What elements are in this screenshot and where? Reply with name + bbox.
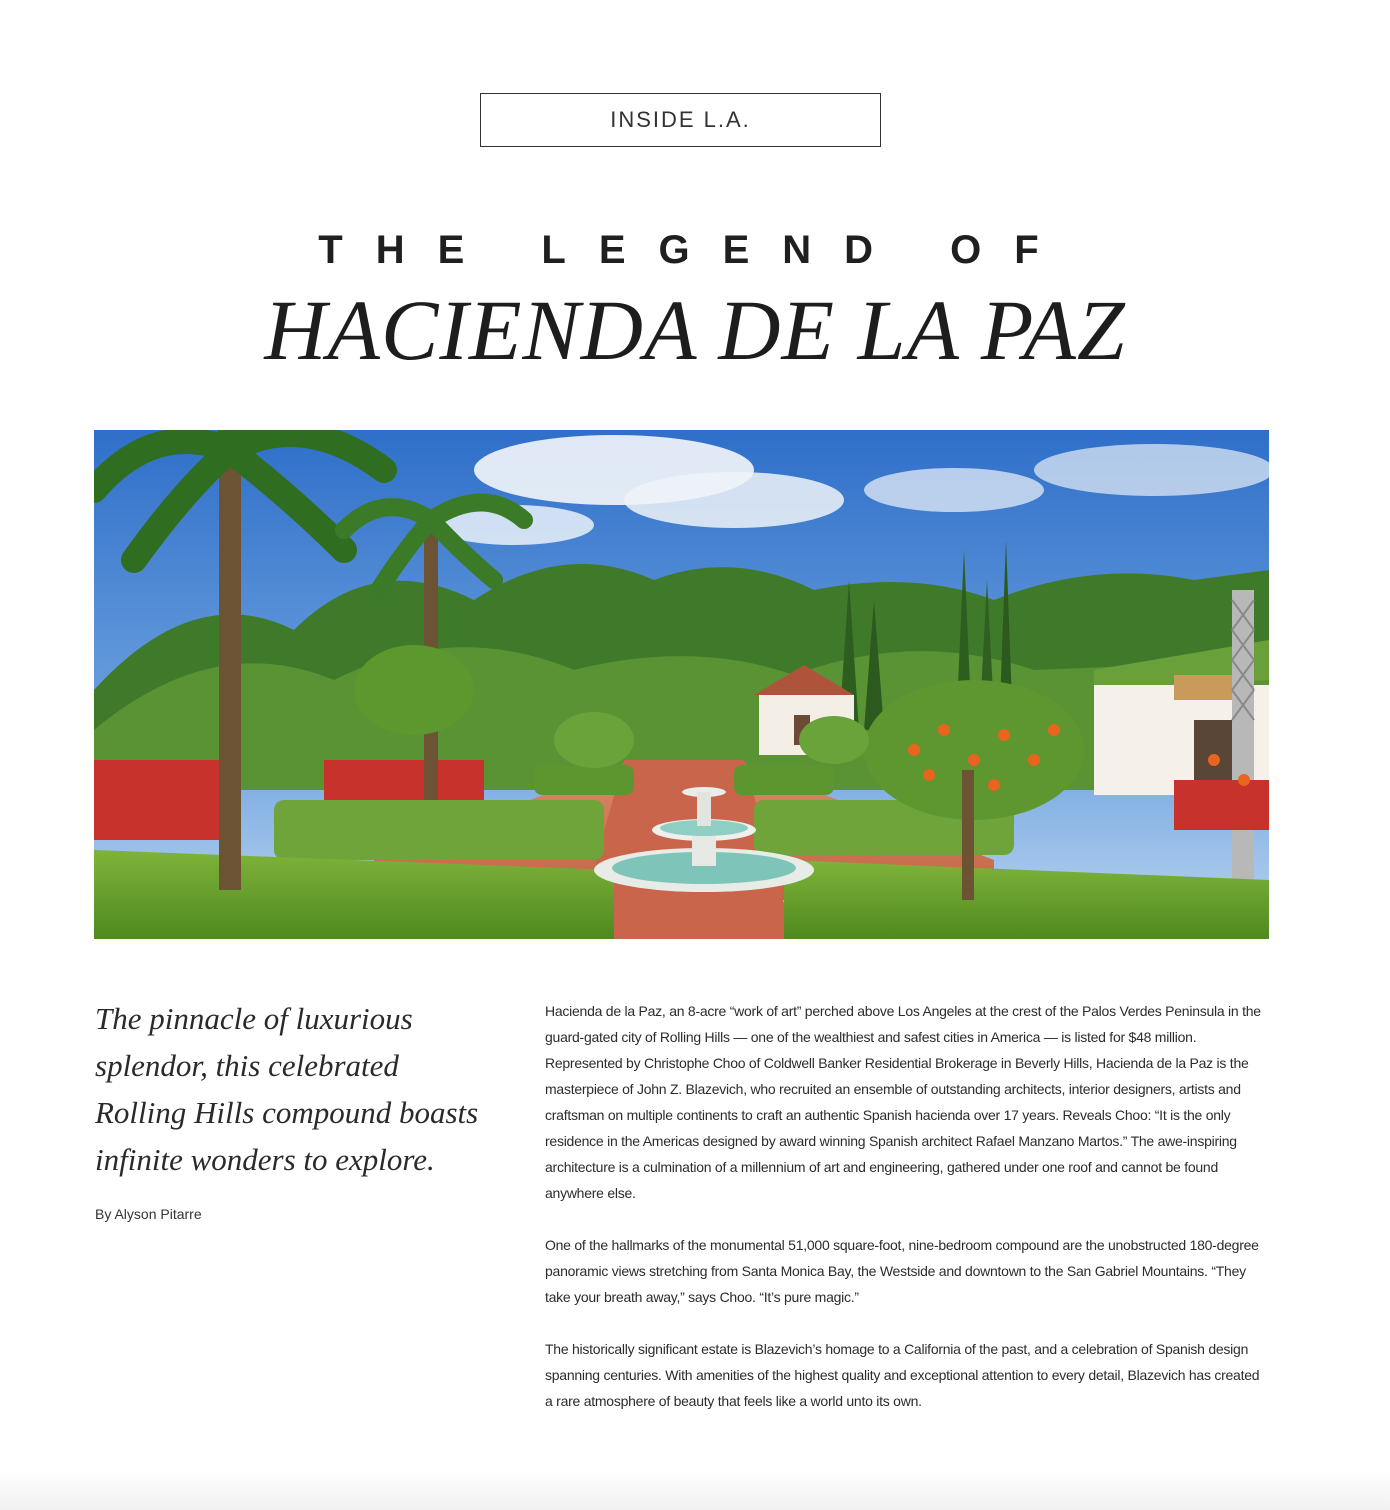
section-label: INSIDE L.A. [480,93,881,147]
byline: By Alyson Pitarre [95,1206,202,1222]
article-body [545,998,1269,1440]
article-paragraph: Hacienda de la Paz, an 8-acre “work of art” perched above Los Angeles at the crest of the Palos Verdes Peninsula in the guard-gated city of Rolling Hills — one of the wealthiest and safest cities in America — is listed for $48 million. Represented by Christophe Choo of Coldwell Banker Residential Brokerage in Beverly Hills, Hacienda de la Paz is the masterpiece of John Z. Blazevich, who recruited an ensemble of outstanding architects, interior designers, artists and craftsman on multiple continents to craft an authentic Spanish hacienda over 17 years. Reveals Choo: “It is the only residence in the Americas designed by award winning Spanish architect Rafael Manzano Martos.” The awe-inspiring architecture is a culmination of a millennium of art and engineering, gathered under one roof and cannot be found anywhere else. [545,1003,1261,1201]
headline-kicker: THE LEGEND OF [318,228,1072,272]
article-paragraph: The historically significant estate is Blazevich’s homage to a California of the past, and a celebration of Spanish design spanning centuries. With amenities of the highest quality and exceptional attention to every detail, Blazevich has created a rare atmosphere of beauty that feels like a world unto its own. [545,1341,1260,1409]
pull-quote: The pinnacle of luxurious splendor, this celebrated Rolling Hills compound boasts infinite wonders to explore. [95,1001,479,1177]
headline-title: HACIENDA DE LA PAZ [264,282,1126,378]
hero-photo [94,430,1269,939]
page-edge-shadow [0,1470,1390,1510]
garden-courtyard-illustration [94,430,1269,939]
article-paragraph: One of the hallmarks of the monumental 51,000 square-foot, nine-bedroom compound are the unobstructed 180-degree panoramic views stretching from Santa Monica Bay, the Westside and downtown to the San Gabriel Mountains. “They take your breath away,” says Choo. “It’s pure magic.” [545,1237,1259,1305]
